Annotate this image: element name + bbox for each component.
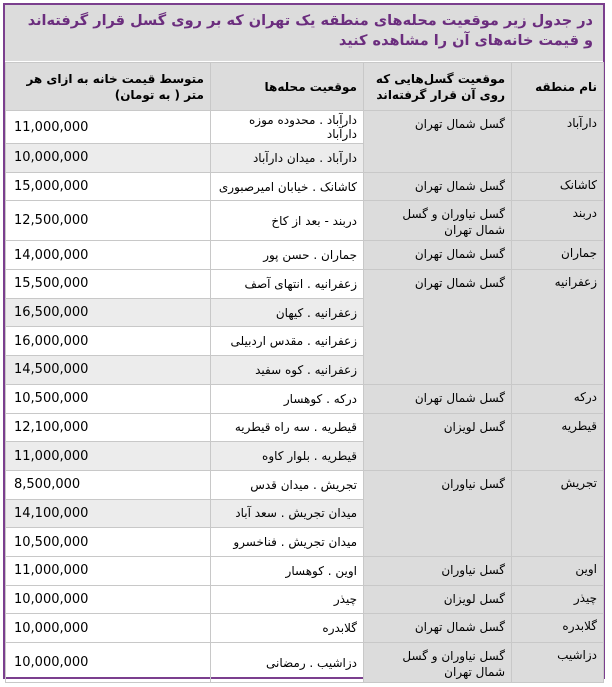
table-header-row [6, 63, 604, 111]
header-region: نام منطقه [512, 63, 604, 111]
price-cell: 14,100,000 [6, 499, 211, 528]
neighborhood-cell: کاشانک . خیابان امیرصبوری [211, 172, 364, 201]
header-price: متوسط قیمت خانه به ازای هر متر ( به تومان) [6, 63, 211, 111]
region-cell: درکه [512, 384, 604, 413]
neighborhood-cell: تجریش . میدان قدس [211, 470, 364, 499]
fault-cell: گسل لویزان [364, 585, 512, 614]
region-cell: زعفرانیه [512, 270, 604, 385]
neighborhood-cell: گلابدره [211, 614, 364, 643]
neighborhood-cell: دزاشیب . رمضانی [211, 643, 364, 683]
region-cell: تجریش [512, 470, 604, 556]
neighborhood-cell: قیطریه . بلوار کاوه [211, 442, 364, 471]
price-cell: 15,500,000 [6, 270, 211, 299]
price-cell: 12,500,000 [6, 201, 211, 241]
table-row [6, 111, 604, 144]
neighborhood-cell: زعفرانیه . کیهان [211, 298, 364, 327]
price-cell: 14,500,000 [6, 356, 211, 385]
region-cell: کاشانک [512, 172, 604, 201]
table-row [6, 270, 604, 299]
price-cell: 10,500,000 [6, 528, 211, 557]
neighborhood-cell: قیطریه . سه راه قیطریه [211, 413, 364, 442]
neighborhood-cell: دارآباد . محدوده موزه دارآباد [211, 111, 364, 144]
neighborhood-cell: زعفرانیه . انتهای آصف [211, 270, 364, 299]
price-cell: 10,000,000 [6, 585, 211, 614]
region-cell: دزاشیب [512, 643, 604, 683]
price-cell: 10,000,000 [6, 614, 211, 643]
table-body [6, 111, 604, 683]
fault-cell: گسل شمال تهران [364, 614, 512, 643]
neighborhood-cell: زعفرانیه . مقدس اردبیلی [211, 327, 364, 356]
table-row [6, 172, 604, 201]
price-cell: 12,100,000 [6, 413, 211, 442]
region-cell: گلابدره [512, 614, 604, 643]
region-cell: جماران [512, 241, 604, 270]
region-cell: چیذر [512, 585, 604, 614]
price-cell: 11,000,000 [6, 556, 211, 585]
region-cell: قیطریه [512, 413, 604, 470]
neighborhood-cell: جماران . حسن پور [211, 241, 364, 270]
region-cell: اوین [512, 556, 604, 585]
region-cell: دارآباد [512, 111, 604, 173]
fault-cell: گسل شمال تهران [364, 270, 512, 385]
price-cell: 10,000,000 [6, 643, 211, 683]
table-row [6, 585, 604, 614]
neighborhood-cell: زعفرانیه . کوه سفید [211, 356, 364, 385]
neighborhood-cell: میدان تجریش . فناخسرو [211, 528, 364, 557]
fault-cell: گسل نیاوران و گسل شمال تهران [364, 201, 512, 241]
region-cell: دربند [512, 201, 604, 241]
price-cell: 16,500,000 [6, 298, 211, 327]
fault-cell: گسل نیاوران [364, 470, 512, 556]
price-cell: 10,500,000 [6, 384, 211, 413]
fault-cell: گسل نیاوران [364, 556, 512, 585]
price-cell: 14,000,000 [6, 241, 211, 270]
price-cell: 8,500,000 [6, 470, 211, 499]
table-row [6, 470, 604, 499]
fault-price-table [5, 62, 604, 683]
fault-cell: گسل شمال تهران [364, 111, 512, 173]
table-row [6, 614, 604, 643]
price-cell: 15,000,000 [6, 172, 211, 201]
page-title: در جدول زیر موقعیت محله‌های منطقه یک تهران که بر روی گسل قرار گرفته‌اند و قیمت خانه‌های آن را مشاهده کنید [5, 5, 603, 61]
table-row [6, 241, 604, 270]
neighborhood-cell: درکه . کوهسار [211, 384, 364, 413]
neighborhood-cell: میدان تجریش . سعد آباد [211, 499, 364, 528]
fault-cell: گسل نیاوران و گسل شمال تهران [364, 643, 512, 683]
table-row [6, 643, 604, 683]
table-frame [3, 3, 605, 679]
price-cell: 11,000,000 [6, 111, 211, 144]
fault-cell: گسل شمال تهران [364, 241, 512, 270]
price-cell: 11,000,000 [6, 442, 211, 471]
neighborhood-cell: دارآباد . میدان دارآباد [211, 144, 364, 173]
price-cell: 16,000,000 [6, 327, 211, 356]
header-fault: موقعیت گسل‌هایی که روی آن قرار گرفته‌اند [364, 63, 512, 111]
fault-cell: گسل شمال تهران [364, 172, 512, 201]
neighborhood-cell: اوین . کوهسار [211, 556, 364, 585]
table-row [6, 413, 604, 442]
table-row [6, 556, 604, 585]
fault-cell: گسل شمال تهران [364, 384, 512, 413]
table-row [6, 201, 604, 241]
header-neighborhood: موقعیت محله‌ها [211, 63, 364, 111]
table-row [6, 384, 604, 413]
neighborhood-cell: چیذر [211, 585, 364, 614]
fault-cell: گسل لویزان [364, 413, 512, 470]
price-cell: 10,000,000 [6, 144, 211, 173]
neighborhood-cell: دربند - بعد از کاخ [211, 201, 364, 241]
